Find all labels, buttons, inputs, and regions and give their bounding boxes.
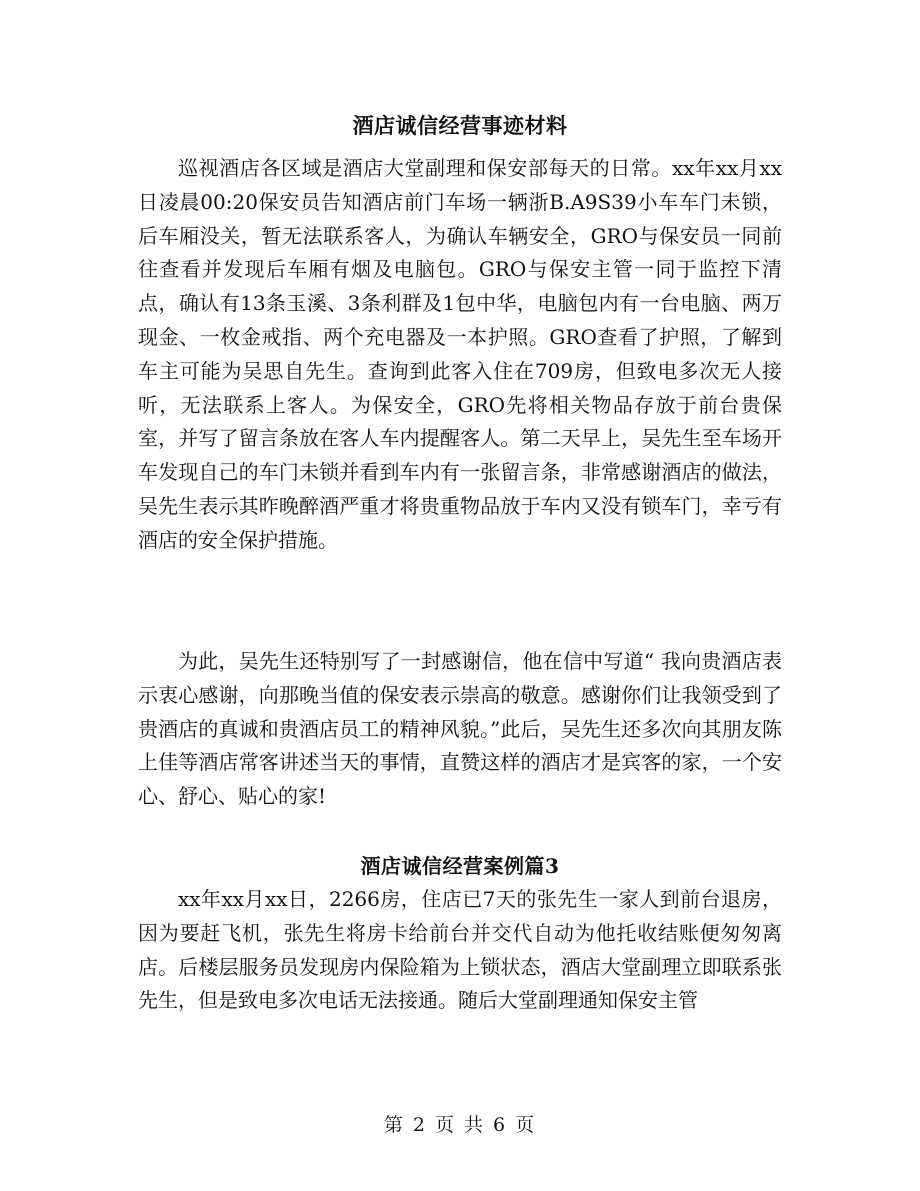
page-number: 第 2 页 共 6 页 [383, 1114, 537, 1136]
document-title: 酒店诚信经营事迹材料 [352, 113, 568, 138]
paragraph-thanks-letter: 为此，吴先生还特别写了一封感谢信，他在信中写道“ 我向贵酒店表示衷心感谢，向那晚当值的保安表示崇高的敬意。感谢你们让我领受到了贵酒店的真诚和贵酒店员工的精神风貌。”此后，吴先生还多次向其朋友陈上佳等酒店常客讲述当天的事情，直赞这样的酒店才是宾客的家，一个安心、舒心、贴心的家! [138, 649, 782, 809]
paragraph-incident: 巡视酒店各区域是酒店大堂副理和保安部每天的日常。xx年xx月xx日凌晨00:20保安员告知酒店前门车场一辆浙B.A9S39小车车门未锁，后车厢没关，暂无法联系客人，为确认车辆安全，GRO与保安员一同前往查看并发现后车厢有烟及电脑包。GRO与保安主管一同于监控下清点，确认有13条玉溪、3条利群及1包中华，电脑包内有一台电脑、两万现金、一枚金戒指、两个充电器及一本护照。GRO查看了护照，了解到车主可能为吴思自先生。查询到此客入住在709房，但致电多次无人接听，无法联系上客人。为保安全，GRO先将相关物品存放于前台贵保室，并写了留言条放在客人车内提醒客人。第二天早上，吴先生至车场开车发现自己的车门未锁并看到车内有一张留言条，非常感谢酒店的做法，吴先生表示其昨晚醉酒严重才将贵重物品放于车内又没有锁车门，幸亏有酒店的安全保护措施。 [138, 156, 782, 552]
paragraph-case-3: xx年xx月xx日，2266房，住店已7天的张先生一家人到前台退房，因为要赶飞机，张先生将房卡给前台并交代自动为他托收结账便匆匆离店。后楼层服务员发现房内保险箱为上锁状态，酒店大堂副理立即联系张先生，但是致电多次电话无法接通。随后大堂副理通知保安主管 [138, 887, 782, 1013]
section-title: 酒店诚信经营案例篇3 [360, 854, 560, 878]
